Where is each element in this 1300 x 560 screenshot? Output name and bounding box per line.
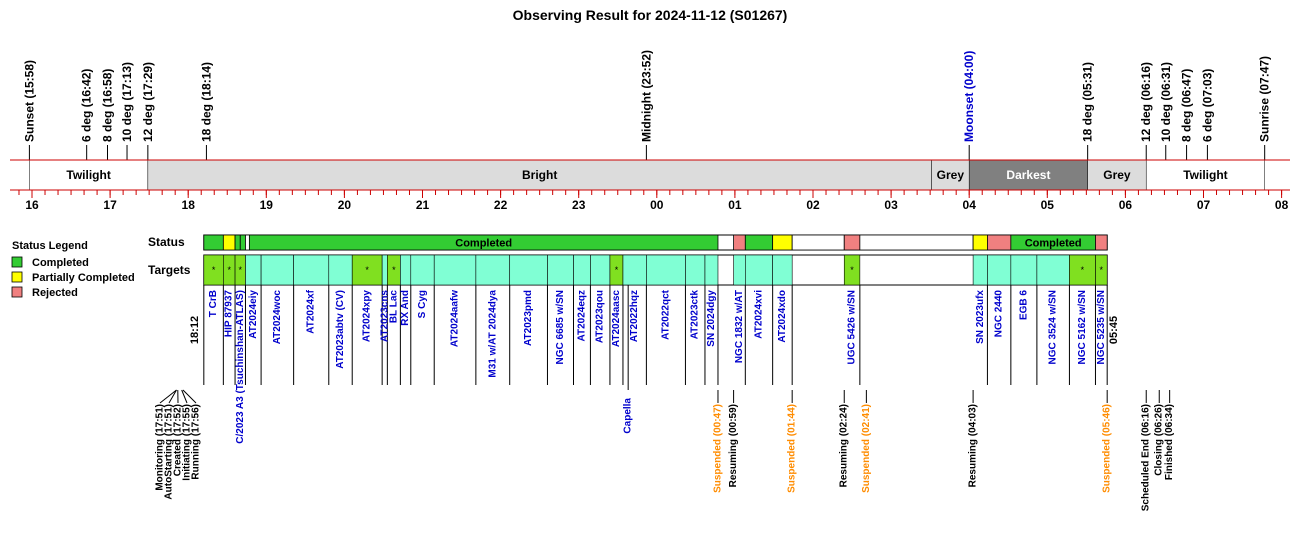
- bottom-event-tick: [160, 390, 176, 403]
- target-name: AT2023cns: [379, 290, 391, 343]
- target-name: RX And: [400, 290, 412, 326]
- hour-tick-label: 01: [728, 198, 742, 212]
- bottom-event-tick: [183, 390, 196, 403]
- targets-row-label: Targets: [148, 263, 191, 277]
- target-name: AT2022hqz: [629, 290, 641, 343]
- target-name: AT2024aafw: [449, 290, 461, 348]
- legend-swatch: [12, 257, 22, 267]
- sky-event-label: Sunrise (07:47): [1257, 55, 1272, 142]
- sky-event-label: 10 deg (06:31): [1158, 61, 1173, 142]
- bottom-event-label: Closing (06:26): [1153, 404, 1165, 476]
- target-block: [434, 255, 476, 285]
- target-name: AT2022qct: [660, 290, 672, 340]
- target-block: [382, 255, 387, 285]
- target-block: [1011, 255, 1037, 285]
- sky-band-label: Grey: [1103, 168, 1131, 182]
- partial-mark: *: [1099, 265, 1104, 275]
- sky-band-label: Grey: [936, 168, 965, 182]
- targets-row: [204, 255, 1107, 285]
- partial-mark: *: [1080, 265, 1085, 275]
- status-segment: [745, 235, 772, 250]
- target-block: [705, 255, 718, 285]
- target-name: NGC 5162 w/SN: [1076, 290, 1088, 365]
- hour-axis: [19, 190, 1289, 212]
- status-segment: [860, 235, 973, 250]
- chart-title: Observing Result for 2024-11-12 (S01267): [512, 7, 788, 23]
- row-time-label: 05:45: [1107, 315, 1120, 345]
- target-name: AT2024woc: [271, 290, 283, 345]
- status-segment: [987, 235, 1010, 250]
- hour-tick-label: 19: [259, 198, 273, 212]
- hour-tick-label: 21: [415, 198, 430, 212]
- hour-tick-label: 07: [1196, 198, 1211, 212]
- bottom-event-label: Suspended (01:44): [786, 404, 798, 493]
- bottom-event-label: Created (17:52): [172, 404, 184, 477]
- bottom-event-label: Monitoring (17:51): [154, 404, 166, 491]
- target-block: [547, 255, 573, 285]
- target-name: NGC 6685 w/SN: [555, 290, 566, 365]
- hour-tick-label: 23: [572, 198, 586, 212]
- target-block: [329, 255, 352, 285]
- capella-label: Capella: [622, 398, 634, 434]
- status-segment: [792, 235, 844, 250]
- target-block: [261, 255, 294, 285]
- target-name: EGB 6: [1018, 290, 1030, 321]
- target-block: [646, 255, 685, 285]
- status-segment: [1095, 235, 1107, 250]
- sky-event-label: 6 deg (07:03): [1200, 68, 1215, 142]
- target-block: [734, 255, 746, 285]
- partial-mark: *: [365, 265, 369, 275]
- sky-events-layer: [22, 50, 1271, 160]
- status-segment: [844, 235, 860, 250]
- target-block: [294, 255, 329, 285]
- target-name: AT2023abtv (CV): [335, 290, 346, 369]
- status-segment: [973, 235, 987, 250]
- target-name: AT2023qou: [594, 290, 606, 344]
- partial-mark: *: [392, 265, 396, 275]
- bottom-event-label: Finished (06:34): [1164, 404, 1176, 481]
- legend-label: Rejected: [32, 287, 78, 299]
- target-name: NGC 2440: [993, 290, 1005, 338]
- target-block: [400, 255, 410, 285]
- target-block: [245, 255, 261, 285]
- status-segment: [235, 235, 240, 250]
- hour-tick-label: 06: [1118, 198, 1133, 212]
- bottom-event-label: Resuming (02:24): [838, 404, 850, 488]
- status-row-label: Status: [148, 235, 185, 249]
- bottom-event-label: Suspended (05:46): [1101, 404, 1113, 493]
- sky-band-layer: [10, 160, 1290, 190]
- sky-band-label: Darkest: [1006, 168, 1051, 182]
- target-block: [573, 255, 590, 285]
- target-block: [623, 255, 646, 285]
- target-name: SN 2024dgy: [706, 290, 717, 347]
- target-name: BL Lac: [388, 290, 400, 324]
- target-name: AT2024aasc: [610, 290, 622, 348]
- target-block: [510, 255, 548, 285]
- status-segment: [240, 235, 245, 250]
- target-name: UGC 5426 w/SN: [846, 290, 858, 365]
- bottom-event-tick: [169, 390, 176, 403]
- partial-mark: *: [211, 265, 216, 275]
- sky-event-label: 12 deg (17:29): [140, 61, 155, 142]
- legend-swatch: [12, 287, 22, 297]
- target-block: [973, 255, 987, 285]
- bottom-event-label: Suspended (02:41): [860, 404, 872, 493]
- target-name: AT2023pmd: [523, 290, 535, 346]
- row-time-label: 18:12: [188, 315, 201, 345]
- target-name: AT2023ctk: [689, 290, 701, 340]
- partial-mark: *: [614, 265, 619, 275]
- sky-event-label: 10 deg (17:13): [120, 61, 134, 142]
- hour-tick-label: 16: [25, 198, 39, 212]
- status-row: [204, 235, 1107, 250]
- status-segment-label: Completed: [1024, 237, 1082, 250]
- sky-event-label: 18 deg (18:14): [199, 61, 214, 142]
- target-name: HIP 87937: [223, 290, 235, 338]
- target-name: NGC 5235 w/SN: [1095, 290, 1107, 365]
- sky-event-label: 8 deg (06:47): [1179, 68, 1194, 142]
- status-legend: [12, 240, 135, 299]
- target-block: [590, 255, 610, 285]
- hour-tick-label: 08: [1274, 198, 1289, 212]
- status-segment: [204, 235, 224, 250]
- hour-tick-label: 17: [103, 198, 117, 212]
- target-name: S Cyg: [417, 290, 428, 319]
- sky-band-label: Twilight: [66, 168, 111, 182]
- legend-swatch: [12, 272, 22, 282]
- legend-label: Partially Completed: [32, 272, 135, 284]
- sky-band-label: Bright: [521, 168, 558, 182]
- bottom-event-label: Resuming (00:59): [728, 404, 740, 488]
- target-name: C/2023 A3 (Tsuchinshan-ATLAS): [234, 290, 246, 444]
- bottom-event-label: Suspended (00:47): [712, 404, 724, 493]
- bottom-events: [155, 390, 1176, 511]
- target-block: [476, 255, 510, 285]
- partial-mark: *: [850, 265, 854, 275]
- target-name: SN 2023ufx: [974, 290, 986, 344]
- target-name: AT2024eqz: [576, 290, 588, 342]
- sky-event-label: 12 deg (06:16): [1139, 61, 1154, 142]
- target-names: [189, 285, 1120, 444]
- hour-tick-label: 18: [181, 198, 195, 212]
- partial-mark: *: [238, 265, 243, 275]
- legend-label: Completed: [32, 257, 89, 269]
- hour-tick-label: 22: [493, 198, 508, 212]
- target-block: [773, 255, 793, 285]
- sky-event-label: 18 deg (05:31): [1080, 61, 1095, 142]
- sky-event-label: Midnight (23:52): [639, 50, 654, 142]
- sky-band-label: Twilight: [1183, 168, 1228, 182]
- sky-event-label: 6 deg (16:42): [79, 68, 94, 142]
- sky-event-label: Moonset (04:00): [962, 50, 977, 142]
- hour-tick-label: 00: [650, 198, 664, 212]
- hour-tick-label: 20: [337, 198, 352, 212]
- target-name: AT2024xdo: [776, 290, 788, 343]
- hour-tick-label: 02: [806, 198, 820, 212]
- bottom-event-label: Running (17:56): [190, 404, 202, 480]
- status-segment-label: Completed: [455, 237, 513, 250]
- hour-tick-label: 05: [1040, 198, 1054, 212]
- sky-event-label: 8 deg (16:58): [100, 68, 115, 142]
- target-name: T CrB: [208, 290, 220, 318]
- target-name: AT2024eiy: [247, 290, 259, 339]
- target-block: [987, 255, 1010, 285]
- target-block: [1037, 255, 1070, 285]
- target-name: AT2024xvi: [753, 290, 765, 339]
- target-name: NGC 3524 w/SN: [1047, 290, 1059, 365]
- target-name: NGC 1832 w/AT: [734, 290, 745, 364]
- status-segment: [773, 235, 793, 250]
- legend-title: Status Legend: [12, 240, 88, 252]
- status-segment: [245, 235, 249, 250]
- target-name: AT2024xf: [305, 290, 317, 334]
- target-name: M31 w/AT 2024dya: [487, 290, 499, 378]
- hour-tick-label: 04: [962, 198, 976, 212]
- status-segment: [734, 235, 746, 250]
- hour-tick-label: 03: [884, 198, 898, 212]
- bottom-event-label: Scheduled End (06:16): [1140, 404, 1152, 512]
- sky-event-label: Sunset (15:58): [22, 59, 37, 142]
- bottom-event-label: Resuming (04:03): [967, 404, 979, 488]
- bottom-event-label: AutoStarting (17:51): [163, 404, 175, 500]
- target-block: [685, 255, 705, 285]
- target-block: [411, 255, 434, 285]
- target-block: [745, 255, 772, 285]
- bottom-event-label: Initiating (17:55): [181, 404, 193, 481]
- partial-mark: *: [227, 265, 231, 275]
- status-segment: [223, 235, 235, 250]
- target-name: AT2024xpy: [361, 290, 373, 343]
